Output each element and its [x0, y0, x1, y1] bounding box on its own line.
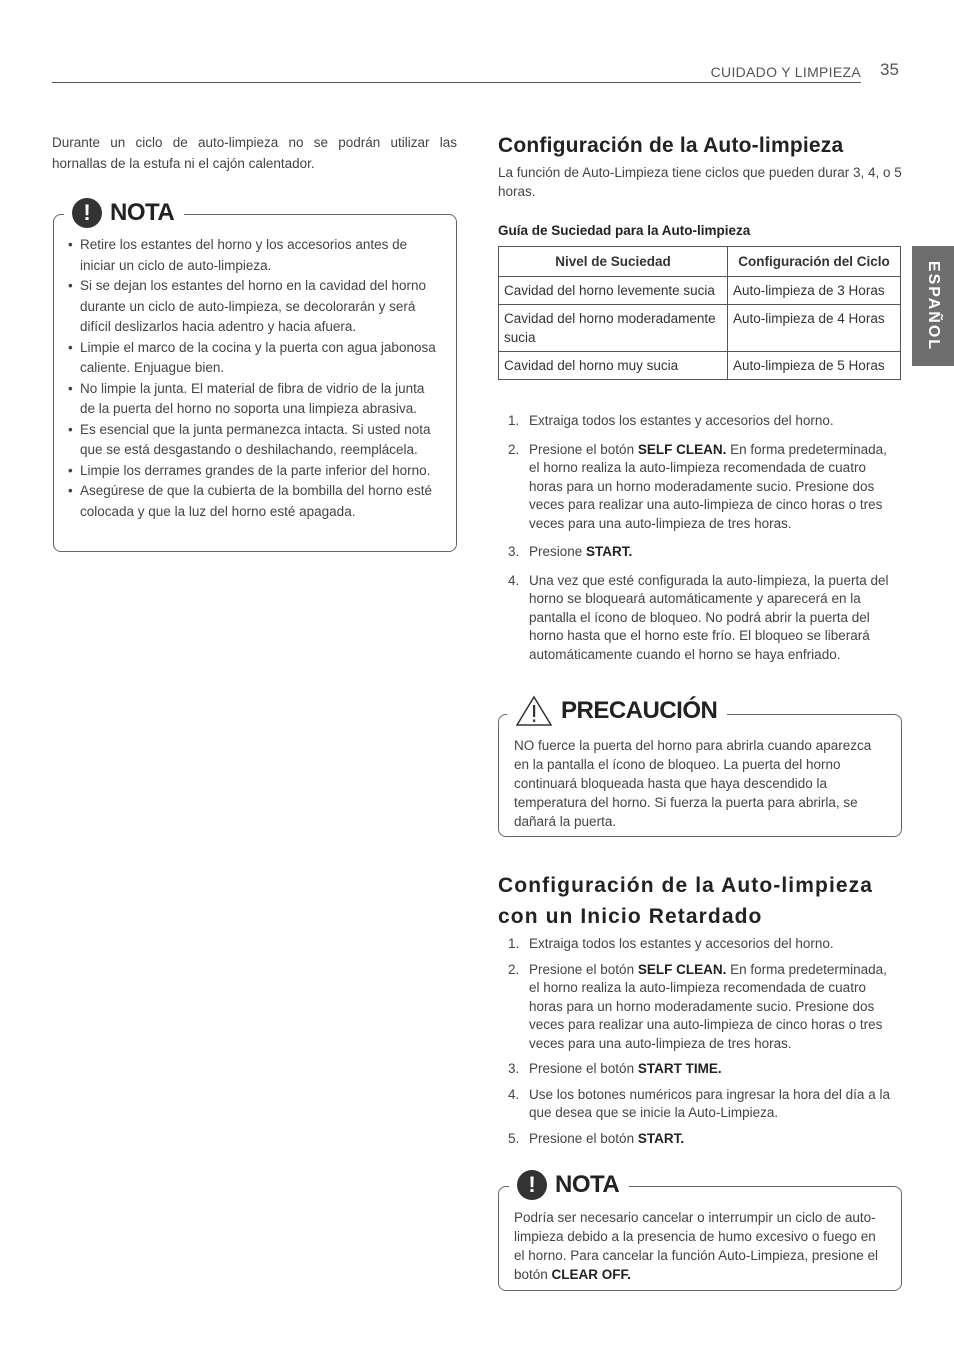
- step-number: 4.: [508, 1086, 520, 1102]
- step-text: Presione el botón: [529, 441, 638, 457]
- step-bold: START TIME.: [637, 1061, 722, 1076]
- column-header: Configuración del Ciclo: [728, 247, 901, 277]
- note-list: [68, 235, 440, 522]
- exclamation-icon: !: [72, 198, 102, 228]
- section-label: CUIDADO Y LIMPIEZA: [710, 64, 861, 80]
- step-number: 2.: [508, 441, 520, 457]
- list-item: • Limpie los derrames grandes de la parte inferior del horno.: [68, 461, 440, 482]
- section-title-line: Configuración de la Auto-limpieza: [498, 874, 874, 897]
- table-row: [499, 305, 901, 352]
- list-item: • Es esencial que la junta permanezca intacta. Si usted nota que se está desgastando o deshilachando, reemplácela.: [68, 420, 440, 461]
- table-row: [499, 277, 901, 305]
- note-header: [64, 198, 184, 228]
- note-title: NOTA: [110, 199, 175, 226]
- note-text: [514, 1208, 889, 1284]
- list-item: [498, 441, 898, 534]
- note-box: [498, 1171, 902, 1291]
- step-number: 1.: [508, 936, 520, 951]
- list-item: [498, 572, 898, 665]
- step-text: Extraiga todos los estantes y accesorios del horno.: [529, 936, 834, 951]
- language-tab-label: ESPAÑOL: [925, 260, 942, 352]
- section-intro: La función de Auto-Limpieza tiene ciclos que pueden durar 3, 4, o 5 horas.: [498, 165, 902, 199]
- caution-title: PRECAUCIÓN: [561, 697, 718, 724]
- step-bold: SELF CLEAN.: [637, 961, 727, 977]
- table-cell: Auto-limpieza de 4 Horas: [728, 305, 901, 352]
- list-item: [498, 412, 898, 431]
- list-item: [498, 935, 898, 954]
- step-bold: START.: [637, 1130, 685, 1146]
- list-item: • No limpie la junta. El material de fibra de vidrio de la junta de la puerta del horno no soporta una limpieza abrasiva.: [68, 379, 440, 420]
- table-header-row: [499, 247, 901, 277]
- list-item: [498, 1086, 898, 1123]
- section-title-line: con un Inicio Retardado: [498, 905, 763, 928]
- table-cell: Cavidad del horno levemente sucia: [499, 277, 728, 305]
- caution-text: NO fuerce la puerta del horno para abrirla cuando aparezca en la pantalla el ícono de bloqueo. La puerta del horno continuará bloqueada hasta que haya descendido la temperatura del horno. Si fuerza la puerta para abrirla, se dañará la puerta.: [514, 738, 872, 829]
- section-title: Configuración de la Auto-limpieza: [498, 134, 844, 157]
- steps-list: [498, 412, 898, 664]
- step-text: Extraiga todos los estantes y accesorios del horno.: [529, 413, 834, 428]
- table-cell: Cavidad del horno moderadamente sucia: [499, 305, 728, 352]
- table-row: [499, 352, 901, 380]
- step-text: Presione: [529, 544, 587, 559]
- column-header: Nivel de Suciedad: [499, 247, 728, 277]
- step-number: 3.: [508, 1061, 520, 1076]
- step-text: Presione el botón: [529, 1061, 638, 1076]
- list-item: [498, 961, 898, 1054]
- table-cell: Auto-limpieza de 5 Horas: [728, 352, 901, 380]
- language-tab: [912, 246, 954, 366]
- step-bold: SELF CLEAN.: [637, 441, 727, 457]
- step-text: Use los botones numéricos para ingresar la hora del día a la que desea que se inicie la Auto-Limpieza.: [529, 1086, 890, 1120]
- step-text: Una vez que esté configurada la auto-limpieza, la puerta del horno se bloqueará automáticamente y aparecerá en la pantalla el ícono de bloqueo. No podrá abrir la puerta del horno hasta que el horno este frío. El bloqueo se liberará automáticamente cuando el horno se haya enfriado.: [529, 572, 889, 662]
- list-item: • Retire los estantes del horno y los accesorios antes de iniciar un ciclo de auto-limpieza.: [68, 235, 440, 276]
- header-divider: [52, 82, 861, 83]
- list-item: • Si se dejan los estantes del horno en la cavidad del horno durante un ciclo de auto-limpieza, se decolorarán y será difícil deslizarlos hacia adentro y hacia afuera.: [68, 276, 440, 338]
- list-item: [498, 543, 898, 562]
- note-text-body: Podría ser necesario cancelar o interrumpir un ciclo de auto-limpieza debido a la presencia de humo excesivo o fuego en el horno. Para cancelar la función Auto-Limpieza, presione el botón: [514, 1210, 878, 1282]
- step-text: En forma predeterminada, el horno realiza la auto-limpieza recomendada de cuatro horas para un horno moderadamente sucio. Presione dos veces para realizar una auto-limpieza de cinco horas o tres veces para una auto-limpieza de tres horas.: [529, 961, 887, 1051]
- step-number: 3.: [508, 544, 520, 559]
- list-item: [498, 1130, 898, 1149]
- note-title: NOTA: [555, 1171, 620, 1198]
- note-box: [53, 199, 457, 552]
- table-cell: Auto-limpieza de 3 Horas: [728, 277, 901, 305]
- step-text: Presione el botón: [529, 1130, 638, 1146]
- list-item: • Asegúrese de que la cubierta de la bombilla del horno esté colocada y que la luz del horno esté apagada.: [68, 481, 440, 522]
- step-text: Presione el botón: [529, 961, 638, 977]
- caution-box: [498, 697, 902, 837]
- soil-guide-table: [498, 246, 901, 380]
- section-title: [498, 870, 873, 932]
- caution-header: [507, 695, 727, 727]
- list-item: [498, 1060, 898, 1079]
- steps-list: [498, 935, 898, 1148]
- warning-triangle-icon: [515, 695, 553, 727]
- step-number: 4.: [508, 572, 520, 588]
- page-number: 35: [880, 60, 899, 79]
- step-bold: START.: [586, 544, 633, 559]
- step-number: 5.: [508, 1130, 520, 1146]
- table-cell: Cavidad del horno muy sucia: [499, 352, 728, 380]
- note-text-bold: CLEAR OFF.: [551, 1267, 632, 1282]
- intro-paragraph: Durante un ciclo de auto-limpieza no se podrán utilizar las hornallas de la estufa ni el cajón calentador.: [52, 135, 457, 171]
- step-number: 2.: [508, 961, 520, 977]
- exclamation-icon: !: [517, 1170, 547, 1200]
- list-item: • Limpie el marco de la cocina y la puerta con agua jabonosa caliente. Enjuague bien.: [68, 338, 440, 379]
- step-number: 1.: [508, 413, 520, 428]
- table-caption: Guía de Suciedad para la Auto-limpieza: [498, 223, 751, 238]
- step-text: En forma predeterminada, el horno realiza la auto-limpieza recomendada de cuatro horas para un horno moderadamente sucio. Presione dos veces para realizar una auto-limpieza de cinco horas o tres veces para una auto-limpieza de tres horas.: [529, 441, 887, 531]
- note-header: [509, 1170, 629, 1200]
